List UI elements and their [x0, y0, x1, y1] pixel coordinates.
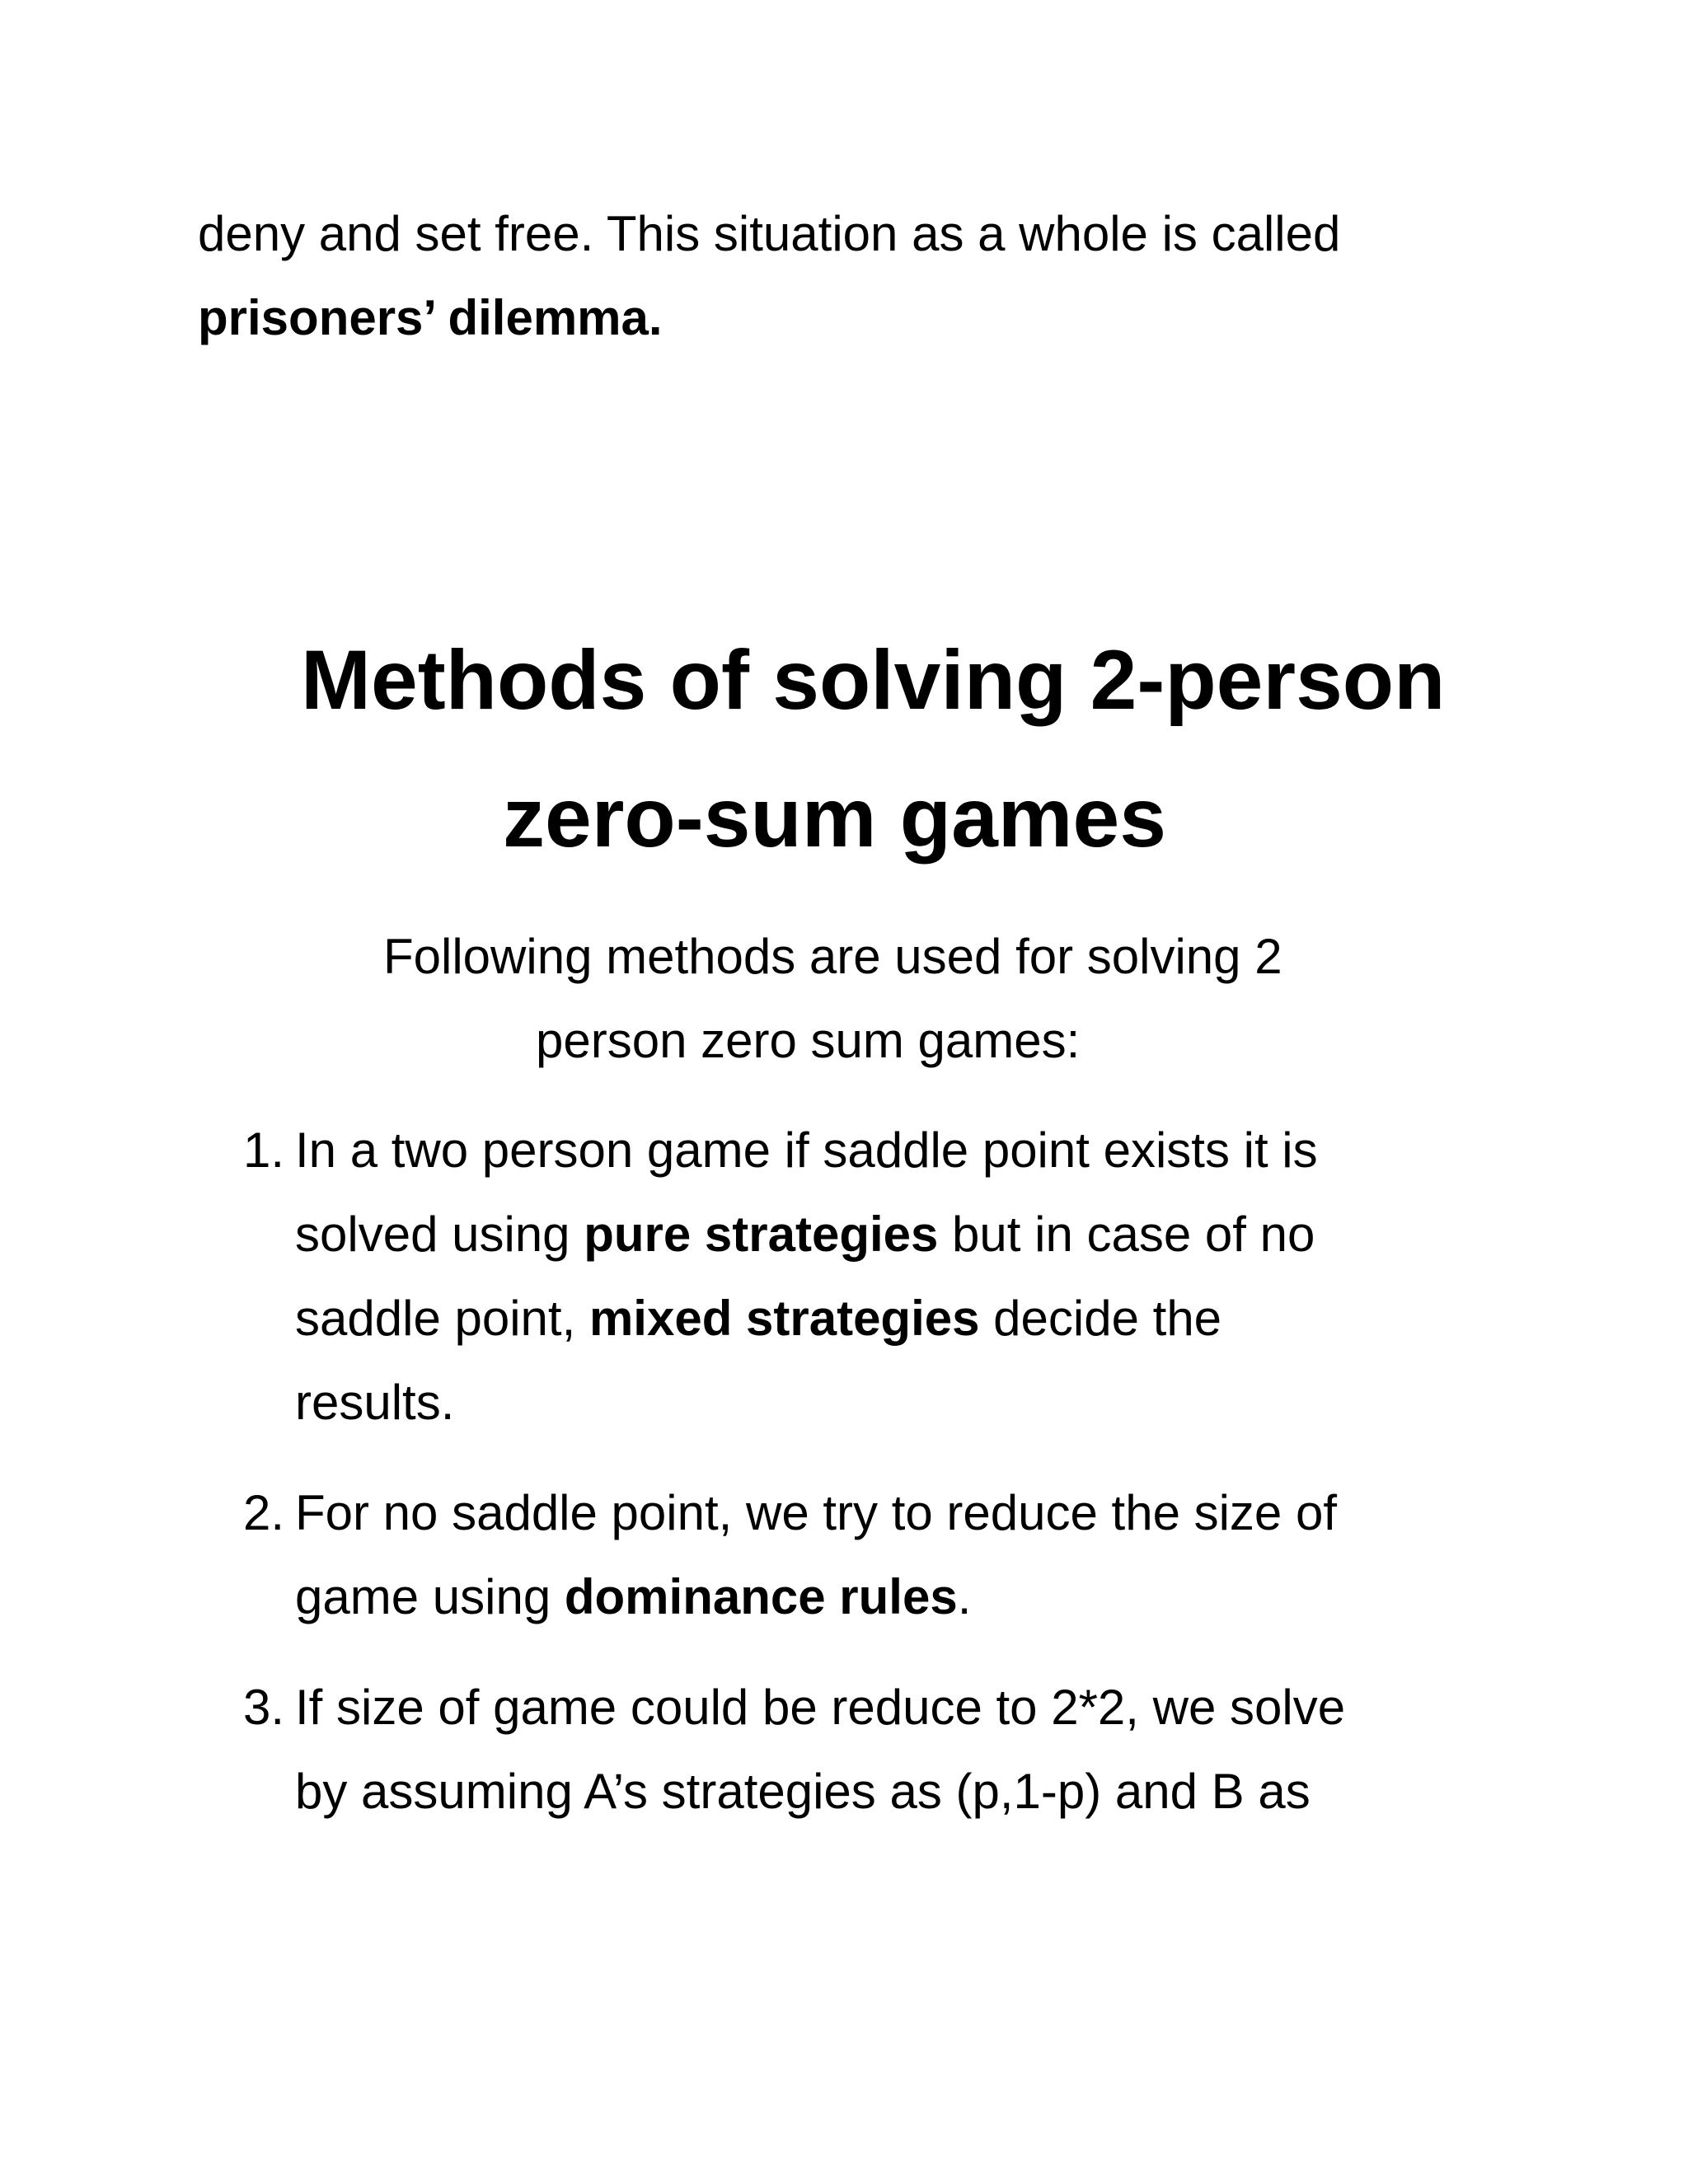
list-item-1-line-1: In a two person game if saddle point exists it is: [295, 1122, 1318, 1178]
list-item-number: 3.: [243, 1680, 285, 1735]
section-heading-line-1: Methods of solving 2-person: [301, 633, 1446, 727]
list-item-2-line-1: For no saddle point, we try to reduce the size of: [295, 1485, 1338, 1540]
lead-line-2: person zero sum games:: [536, 1013, 1081, 1068]
list-item-number: 1.: [243, 1122, 285, 1178]
list-item-3-line-1: If size of game could be reduce to 2*2, we solve: [295, 1680, 1346, 1735]
list-item-2-line-2: game using dominance rules.: [295, 1569, 972, 1624]
list-item-3-line-2: by assuming A’s strategies as (p,1-p) and B as: [295, 1764, 1311, 1819]
term-mixed-strategies: mixed strategies: [588, 1291, 980, 1346]
intro-line-2: prisoners’ dilemma.: [198, 290, 663, 345]
list-item-1-line-3: saddle point, mixed strategies decide the: [295, 1291, 1222, 1346]
list-item-number: 2.: [243, 1485, 285, 1540]
intro-line-1: deny and set free. This situation as a whole is called: [198, 206, 1341, 261]
list-item-1-line-4: results.: [295, 1375, 455, 1430]
lead-line-1: Following methods are used for solving 2: [383, 929, 1282, 984]
term-pure-strategies: pure strategies: [584, 1207, 939, 1262]
list-item-1-line-2: solved using pure strategies but in case of no: [295, 1207, 1315, 1262]
section-heading-line-2: zero-sum games: [503, 771, 1166, 865]
term-dominance-rules: dominance rules: [564, 1569, 958, 1624]
